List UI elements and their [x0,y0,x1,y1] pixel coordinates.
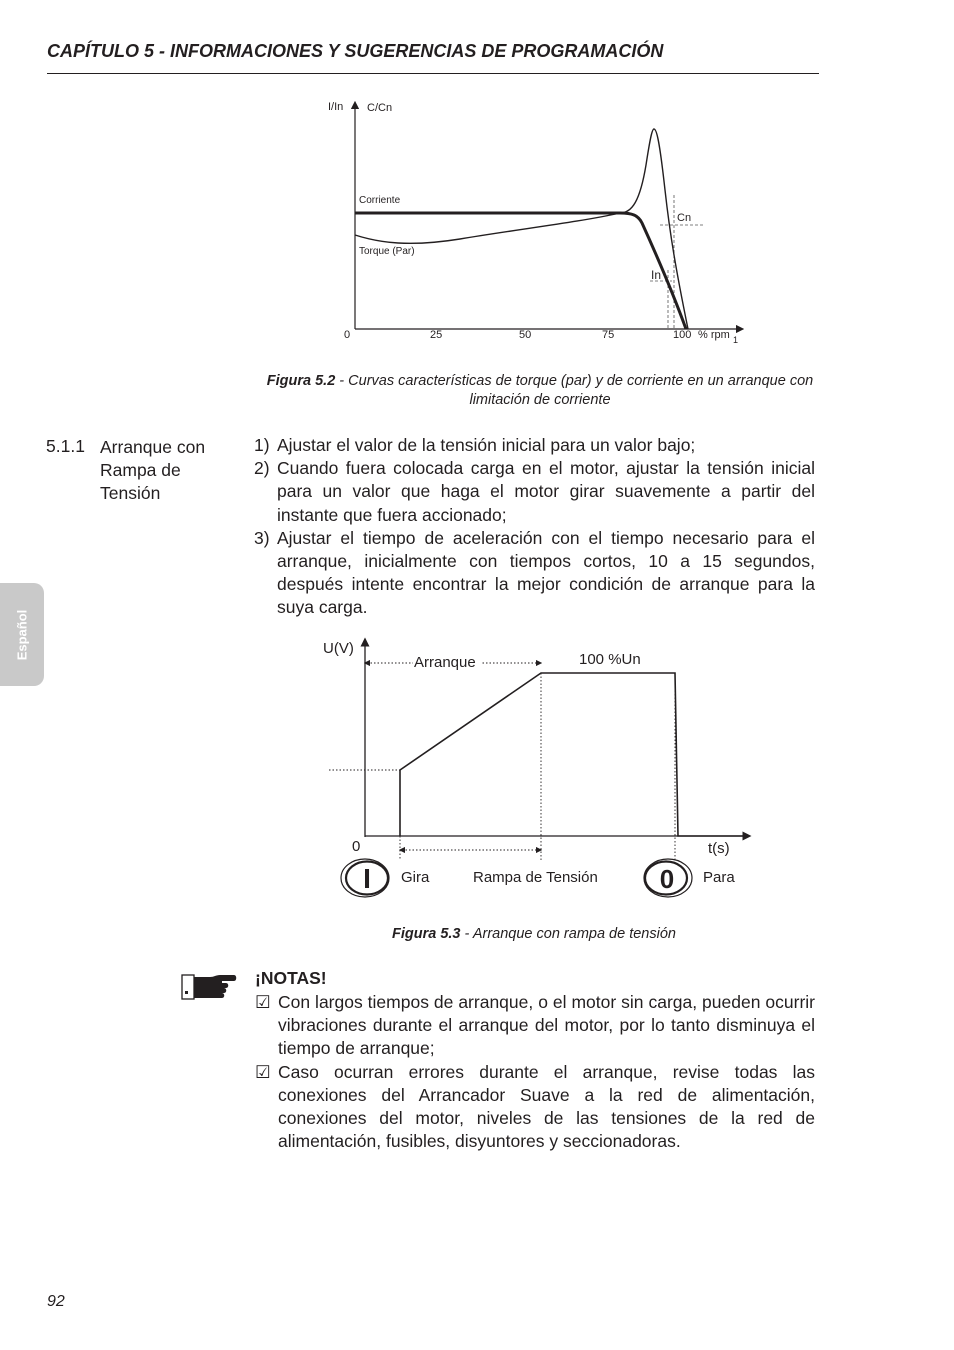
label-corriente: Corriente [359,195,401,206]
label-100-un: 100 %Un [579,651,641,668]
fig52-ylabel-i: I/In [328,101,344,113]
x-tick-100: 100 [673,329,692,341]
step-item [254,527,815,620]
header-rule [47,73,819,74]
step-number: 1) [254,435,270,455]
chapter-title: CAPÍTULO 5 - INFORMACIONES Y SUGERENCIAS DE PROGRAMACIÓN [47,41,664,61]
x-tick-0: 0 [344,329,351,341]
notes-list [255,991,815,1153]
pointing-hand-icon [180,971,238,1003]
section-number: 5.1.1 [46,436,85,456]
x-axis-tip: 1 [733,335,739,345]
torque-start-curve [355,213,620,243]
figure-5-2-caption [240,372,840,410]
label-in: In [651,268,662,282]
label-arranque: Arranque [414,654,476,671]
language-tab-label: Español [14,609,30,661]
label-torque: Torque (Par) [359,246,415,257]
stop-button-glyph: 0 [659,864,675,894]
step-text: Ajustar el valor de la tensión inicial para un valor bajo; [277,435,696,455]
note-text: Caso ocurran errores durante el arranque, revise todas las conexiones del Arrancador Suave a la red de alimentación, conexiones del motor, niveles de las tensiones de la red de alimentación, fusibles, disyuntores y seccionadoras. [278,1061,815,1152]
label-rampa: Rampa de Tensión [473,869,598,886]
x-unit-label: % rpm [698,329,730,341]
checkbox-icon: ☑ [255,992,271,1012]
fig53-origin: 0 [352,838,361,855]
step-number: 2) [254,458,270,479]
steps-list [254,434,815,620]
step-item [254,434,815,457]
note-text: Con largos tiempos de arranque, o el motor sin carga, pueden ocurrir vibraciones durante el arranque del motor, por lo tanto disminuya el tiempo de arranque; [278,992,815,1059]
step-text: Ajustar el tiempo de aceleración con el tiempo necesario para el arranque, inicialmente con tiempos cortos, 10 a 15 segundos, después intente encontrar la mejor condición de arranque para la suya carga. [277,527,815,618]
checkbox-icon: ☑ [255,1061,271,1082]
section-title: Arranque con Rampa de Tensión [100,437,206,503]
stop-button-icon [644,859,692,897]
fig53-xlabel: t(s) [708,840,730,857]
x-tick-50: 50 [519,329,532,341]
page-number: 92 [47,1293,65,1310]
note-item [255,991,815,1061]
fig53-ylabel: U(V) [323,640,354,657]
fig53-caption-number: Figura 5.3 [392,926,461,942]
figure-5-3-caption [234,925,834,944]
start-button-glyph: I [363,863,371,894]
notes-heading: ¡NOTAS! [255,968,327,988]
step-item [254,457,815,527]
fig53-caption-text: - Arranque con rampa de tensión [460,926,676,942]
label-cn: Cn [677,212,692,224]
step-text: Cuando fuera colocada carga en el motor, ajustar la tensión inicial para un valor que haga el motor girar suavemente a partir del instante que fuera accionado; [277,458,815,525]
fig52-ylabel-c: C/Cn [367,102,393,114]
language-tab[interactable] [0,583,44,686]
figure-5-2-chart [320,95,760,350]
x-tick-25: 25 [430,329,443,341]
voltage-ramp-line [400,673,747,836]
figure-5-3-chart [315,635,760,905]
start-button-icon [341,859,389,897]
label-gira: Gira [401,869,430,886]
note-item [255,1061,815,1154]
fig52-caption-number: Figura 5.2 [266,373,336,389]
step-number: 3) [254,527,270,548]
fig52-caption-text: - Curvas características de torque (par) y de corriente en un arranque con limitación de corriente [335,373,814,408]
label-para: Para [703,869,735,886]
x-tick-75: 75 [602,329,615,341]
current-curve [355,213,686,329]
